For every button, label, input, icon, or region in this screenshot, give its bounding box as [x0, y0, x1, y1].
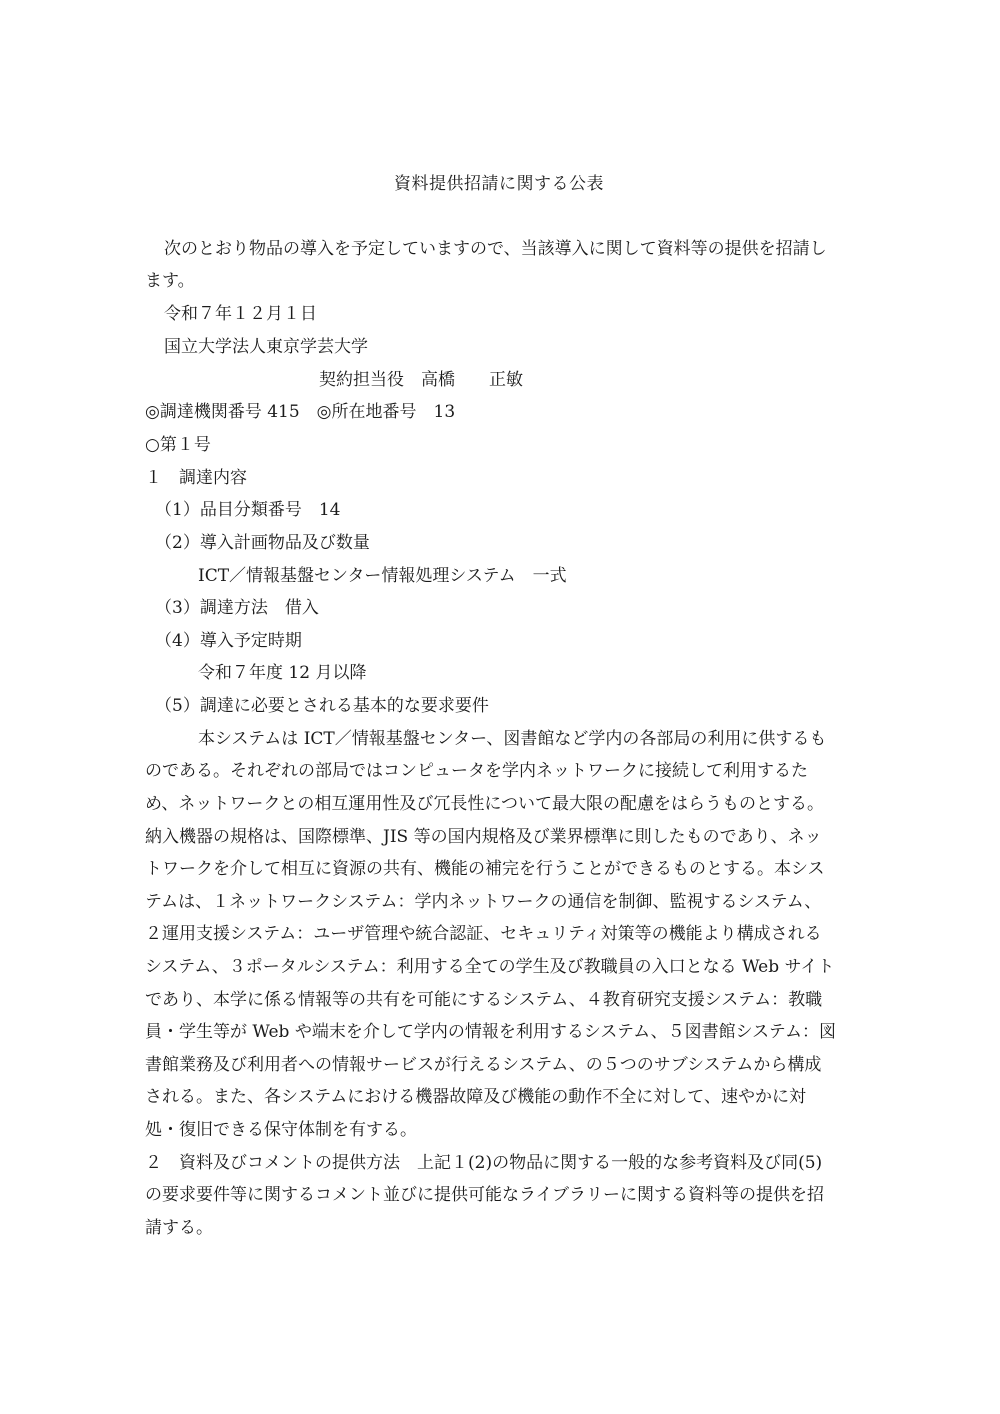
section-1-heading: １ 調達内容: [145, 468, 247, 488]
intro-line: ます。: [145, 271, 195, 291]
organization-name: 国立大学法人東京学芸大学: [164, 337, 368, 357]
section-2-line: の要求要件等に関するコメント並びに提供可能なライブラリーに関する資料等の提供を招: [145, 1185, 824, 1205]
item-5-body-line: 処・復旧できる保守体制を有する。: [145, 1120, 417, 1140]
item-5-body-line: 本システムは ICT／情報基盤センター、図書館など学内の各部局の利用に供するも: [198, 729, 827, 749]
item-5-body-line: テムは、１ネットワークシステム：学内ネットワークの通信を制御、監視するシステム、: [145, 892, 822, 912]
item-5-body-line: 書館業務及び利用者への情報サービスが行えるシステム、の５つのサブシステムから構成: [145, 1055, 822, 1075]
item-5-body-line: め、ネットワークとの相互運用性及び冗長性について最大限の配慮をはらうものとする。: [145, 794, 824, 814]
item-5-body-line: される。また、各システムにおける機器故障及び機能の動作不全に対して、速やかに対: [145, 1087, 806, 1107]
item-4: （4）導入予定時期: [155, 631, 302, 651]
page-title: 資料提供招請に関する公表: [394, 174, 604, 194]
procurement-codes: ◎調達機関番号 415 ◎所在地番号 13: [145, 402, 456, 422]
item-2-detail: ICT／情報基盤センター情報処理システム 一式: [198, 566, 567, 586]
notice-number: ○第１号: [145, 435, 211, 455]
item-5-body-line: 員・学生等が Web や端末を介して学内の情報を利用するシステム、５図書館システム：図: [145, 1022, 836, 1042]
announcement-date: 令和７年１２月１日: [164, 304, 317, 324]
item-5-body-line: であり、本学に係る情報等の共有を可能にするシステム、４教育研究支援システム：教職: [145, 990, 823, 1010]
item-4-detail: 令和７年度 12 月以降: [198, 663, 367, 683]
section-2-line: ２ 資料及びコメントの提供方法 上記１(2)の物品に関する一般的な参考資料及び同(5): [145, 1153, 823, 1173]
item-5-body-line: ２運用支援システム：ユーザ管理や統合認証、セキュリティ対策等の機能より構成される: [145, 924, 822, 944]
item-5: （5）調達に必要とされる基本的な要求要件: [155, 696, 489, 716]
intro-line: 次のとおり物品の導入を予定していますので、当該導入に関して資料等の提供を招請し: [164, 239, 827, 259]
item-5-body-line: のである。それぞれの部局ではコンピュータを学内ネットワークに接続して利用するた: [145, 761, 808, 781]
item-2: （2）導入計画物品及び数量: [155, 533, 370, 553]
item-5-body-line: 納入機器の規格は、国際標準、JIS 等の国内規格及び業界標準に則したものであり、ネッ: [145, 827, 822, 847]
item-5-body-line: トワークを介して相互に資源の共有、機能の補完を行うことができるものとする。本シス: [145, 859, 825, 879]
item-5-body-line: システム、３ポータルシステム：利用する全ての学生及び教職員の入口となる Web サイト: [145, 957, 835, 977]
item-3: （3）調達方法 借入: [155, 598, 319, 618]
section-2-line: 請する。: [145, 1218, 213, 1238]
item-1: （1）品目分類番号 14: [155, 500, 341, 520]
contract-officer: 契約担当役 高橋 正敏: [319, 370, 523, 390]
